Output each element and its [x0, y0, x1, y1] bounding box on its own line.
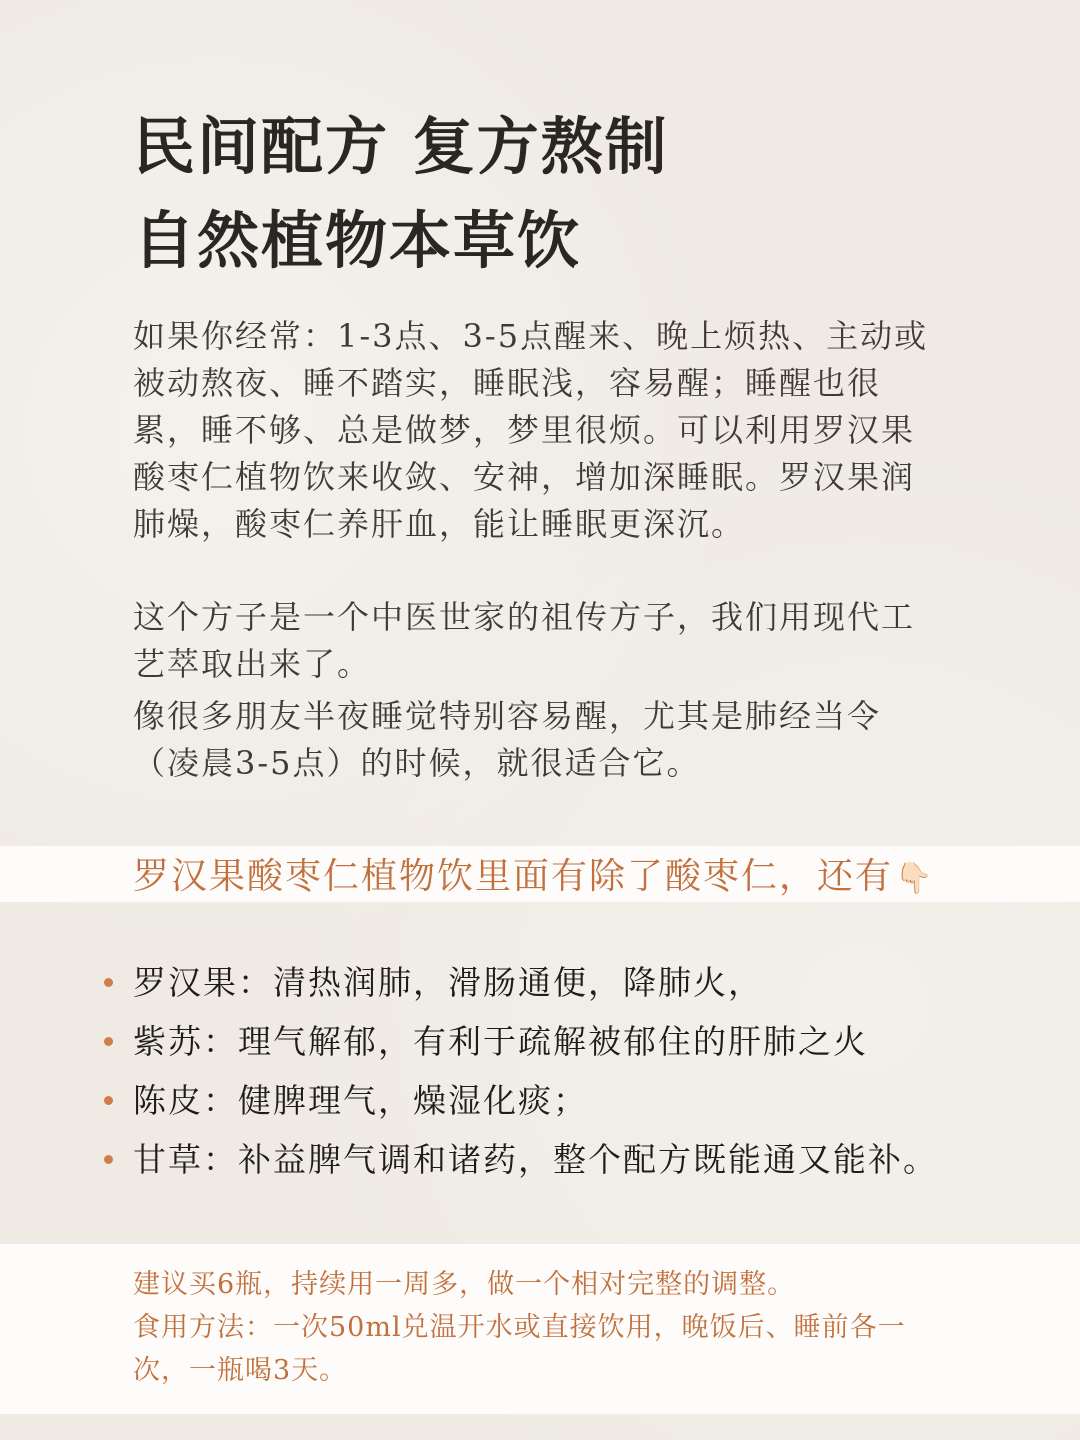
pointing-down-hand-icon: 👇🏻 — [895, 861, 935, 896]
usage-instructions: 食用方法：一次50ml兑温开水或直接饮用，晚饭后、睡前各一次，一瓶喝3天。 — [133, 1312, 906, 1386]
list-item — [100, 953, 938, 1012]
intro-paragraph-2: 这个方子是一个中医世家的祖传方子，我们用现代工艺萃取出来了。 — [133, 598, 916, 683]
bullet-dot-icon — [104, 1096, 113, 1105]
list-item — [100, 1130, 938, 1189]
title-line-1: 民间配方 复方熬制 — [133, 110, 669, 183]
title-line-2: 自然植物本草饮 — [133, 204, 582, 277]
list-item — [100, 1071, 938, 1130]
ingredient-list — [100, 953, 938, 1189]
ingredient-text: 紫苏：理气解郁，有利于疏解被郁住的肝肺之火 — [133, 1022, 868, 1061]
ingredient-text: 陈皮：健脾理气，燥湿化痰； — [133, 1081, 588, 1120]
bullet-dot-icon — [104, 978, 113, 987]
list-item — [100, 1012, 938, 1071]
subheading — [133, 846, 934, 902]
subheading-text: 罗汉果酸枣仁植物饮里面有除了酸枣仁，还有 — [133, 856, 894, 897]
bullet-dot-icon — [104, 1037, 113, 1046]
bullet-dot-icon — [104, 1155, 113, 1164]
intro-paragraph-3: 像很多朋友半夜睡觉特别容易醒，尤其是肺经当令（凌晨3-5点）的时候，就很适合它。 — [133, 697, 882, 782]
intro-paragraph-1: 如果你经常：1-3点、3-5点醒来、晚上烦热、主动或被动熬夜、睡不踏实，睡眠浅，容易醒；睡醒也很累，睡不够、总是做梦，梦里很烦。可以利用罗汉果酸枣仁植物饮来收敛、安神，增加深睡眠。罗汉果润肺燥，酸枣仁养肝血，能让睡眠更深沉。 — [133, 317, 929, 543]
ingredient-text: 罗汉果：清热润肺，滑肠通便，降肺火， — [133, 963, 763, 1002]
usage-notes — [133, 1263, 923, 1392]
intro-section — [133, 313, 933, 787]
page-title — [133, 100, 669, 288]
purchase-suggestion: 建议买6瓶，持续用一周多，做一个相对完整的调整。 — [133, 1269, 796, 1300]
ingredient-text: 甘草：补益脾气调和诸药，整个配方既能通又能补。 — [133, 1140, 938, 1179]
